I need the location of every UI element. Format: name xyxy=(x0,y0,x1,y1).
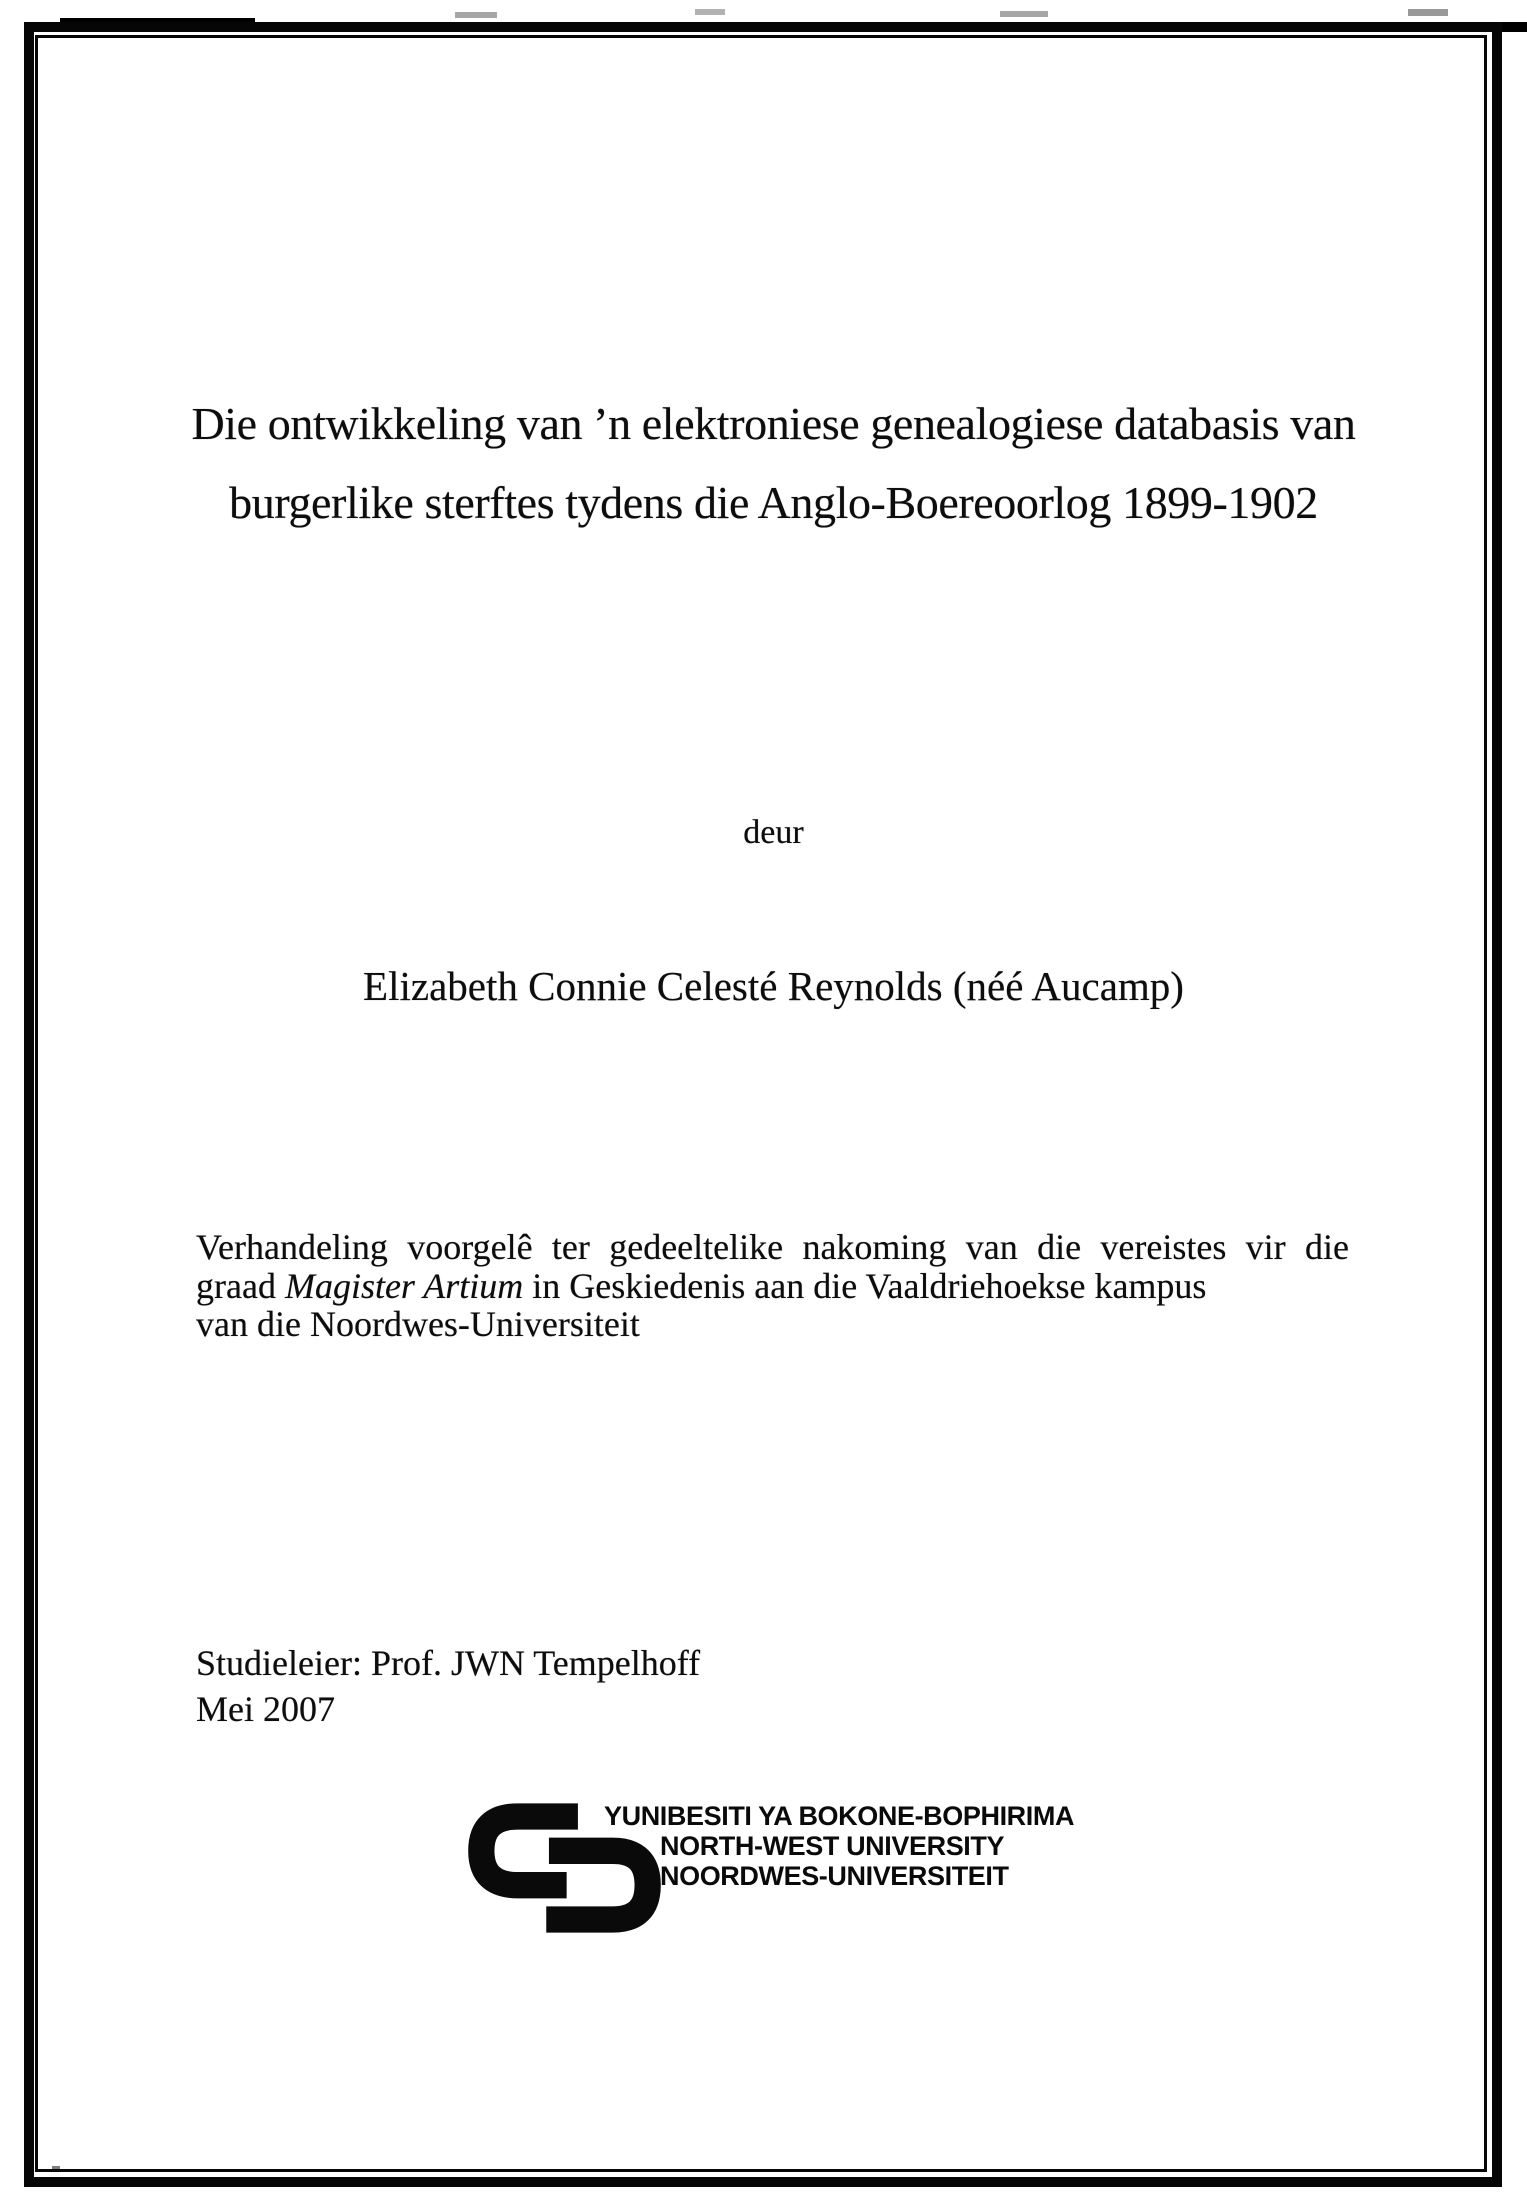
submission-line1: Verhandeling voorgelê ter gedeeltelike nakoming van die vereistes vir die xyxy=(196,1227,1349,1267)
logo-wordmark xyxy=(604,1801,1074,1891)
scan-artifact xyxy=(1000,11,1048,17)
byline-deur: deur xyxy=(743,814,804,851)
university-logo xyxy=(466,1800,1086,1940)
submission-line2-post: in Geskiedenis aan die Vaaldriehoekse kampus xyxy=(523,1265,1207,1306)
scan-artifact xyxy=(455,12,497,18)
supervisor-block xyxy=(196,1640,700,1732)
supervisor-line: Studieleier: Prof. JWN Tempelhoff xyxy=(196,1643,701,1683)
submission-line2 xyxy=(196,1267,1349,1306)
submission-line2-pre: graad xyxy=(196,1265,285,1306)
thesis-title-line2: burgerlike sterftes tydens die Anglo-Boereoorlog 1899-1902 xyxy=(229,477,1318,528)
scan-artifact xyxy=(695,9,725,15)
degree-name: Magister Artium xyxy=(284,1265,524,1306)
submission-line3: van die Noordwes-Universiteit xyxy=(196,1304,640,1344)
submission-statement xyxy=(196,1228,1349,1344)
thesis-title-line1: Die ontwikkeling van ’n elektroniese genealogiese databasis van xyxy=(191,398,1356,449)
logo-wordmark-line1: YUNIBESITI YA BOKONE-BOPHIRIMA xyxy=(604,1801,1075,1831)
date-line: Mei 2007 xyxy=(196,1689,335,1729)
thesis-title xyxy=(185,384,1362,542)
logo-wordmark-line2: NORTH-WEST UNIVERSITY xyxy=(660,1831,1005,1861)
logo-wordmark-line3: NOORDWES-UNIVERSITEIT xyxy=(660,1861,1009,1891)
scan-artifact xyxy=(1408,9,1448,16)
author-name: Elizabeth Connie Celesté Reynolds (néé Aucamp) xyxy=(363,963,1184,1009)
